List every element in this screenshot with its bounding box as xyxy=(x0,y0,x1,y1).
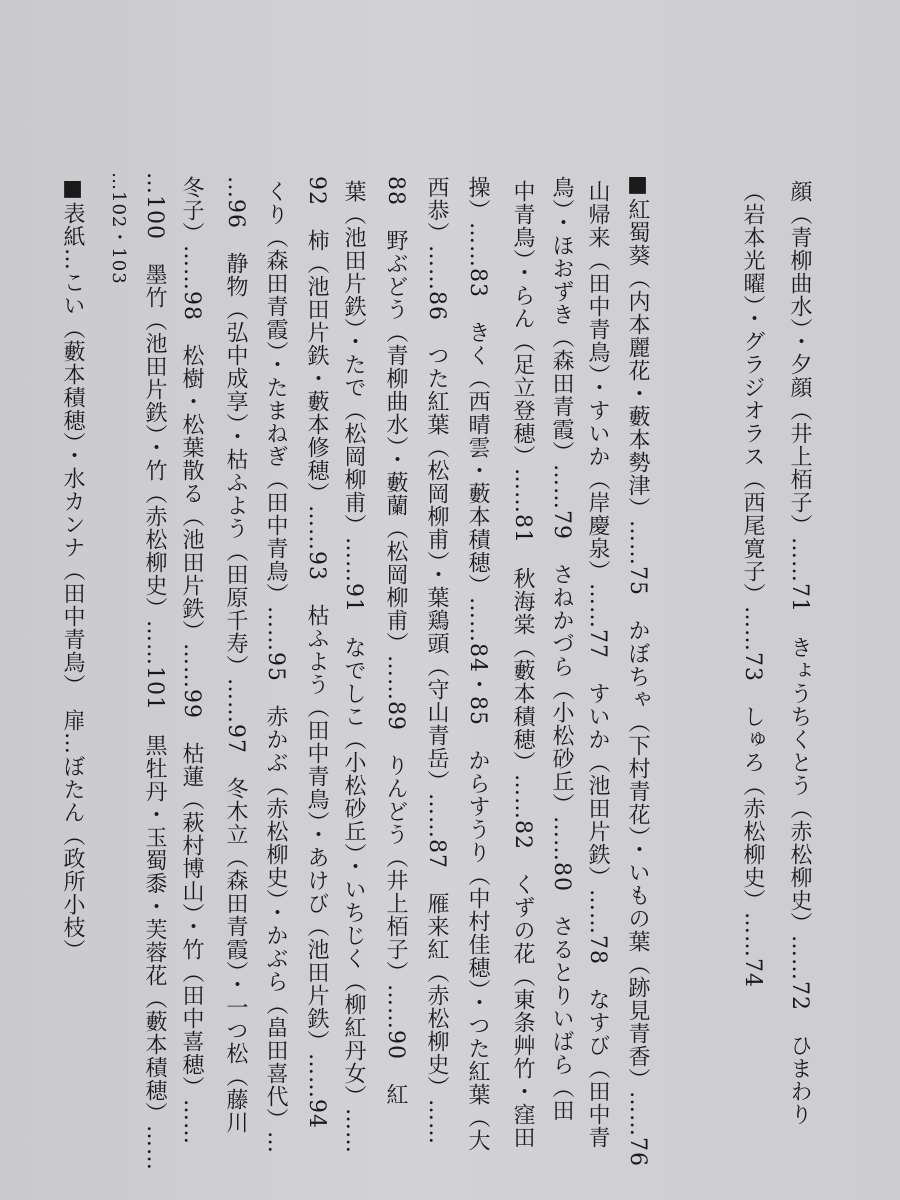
text-column-7: 操）……83 きく（西晴雲・藪本積穂）……84・85 からすうり（中村佳穂）・つた紅葉（大 xyxy=(465,176,490,1152)
text-column-4: 山帰来（田中青鳥）・すいか（岸慶泉）……77 すいか（池田片鉄）……78 なすび（田中青 xyxy=(585,180,610,1149)
text-column-11: 92 柿（池田片鉄・藪本修穂）……93 枯ふよう（田中青鳥）・あけび（池田片鉄）……94 xyxy=(304,176,329,1129)
text-column-2: （岩本光曜）・グラジオラス（西尾寛子）……73 しゅろ（赤松柳史）……74 xyxy=(740,180,765,988)
text-column-15: …100 墨竹（池田片鉄）・竹（赤松柳史）……101 黒牡丹・玉蜀黍・芙蓉花（藪本積穂）…… xyxy=(142,172,167,1171)
text-column-10: 葉（池田片鉄）・たで（松岡柳甫）……91 なでしこ（小松砂丘）・いちじく（柳紅丹女）…… xyxy=(341,180,366,1154)
text-column-6: 中青鳥）・らん（足立登穂）……81 秋海棠（藪本積穂）……82 くずの花（東条艸竹・窪田 xyxy=(510,180,535,1149)
text-column-17: ■表紙…こい（藪本積穂）・水カンナ（田中青鳥） 扉…ぼたん（政所小枝） xyxy=(60,176,85,962)
text-column-5: 鳥）・ほおずき（森田青霞）……79 さねかづら（小松砂丘）……80 さるとりいばら（田 xyxy=(549,176,574,1122)
text-column-12: くり（森田青霞）・たまねぎ（田中青鳥）……95 赤かぶ（赤松柳史）・かぶら（畠田喜代）… xyxy=(263,180,288,1154)
text-column-13: …96 静物（弘中成享）・枯ふよう（田原千寿）……97 冬木立（森田青霞）・一つ松（藤川 xyxy=(223,176,248,1134)
text-column-16: …102・103 xyxy=(108,172,129,285)
text-column-3: ■紅蜀葵（内本麗花・藪本勢津）……75 かぼちゃ（下村青花）・いもの葉（跡見青香）……76 xyxy=(625,172,650,1167)
text-column-14: 冬子）……98 松樹・松葉散る（池田片鉄）……99 枯蓮（萩村博山）・竹（田中喜穂）…… xyxy=(179,176,204,1145)
text-column-8: 西恭）……86 つた紅葉（松岡柳甫）・葉鶏頭（守山青岳）……87 雁来紅（赤松柳史）…… xyxy=(424,176,449,1145)
text-column-1: 顔（青柳曲水）・夕顔（井上栢子）……71 きょうちくとう（赤松柳史）……72 ひまわり xyxy=(787,180,812,1126)
text-column-9: 88 野ぶどう（青柳曲水）・藪蘭（松岡柳甫）……89 りんどう（井上栢子）……90 紅 xyxy=(383,176,408,1106)
